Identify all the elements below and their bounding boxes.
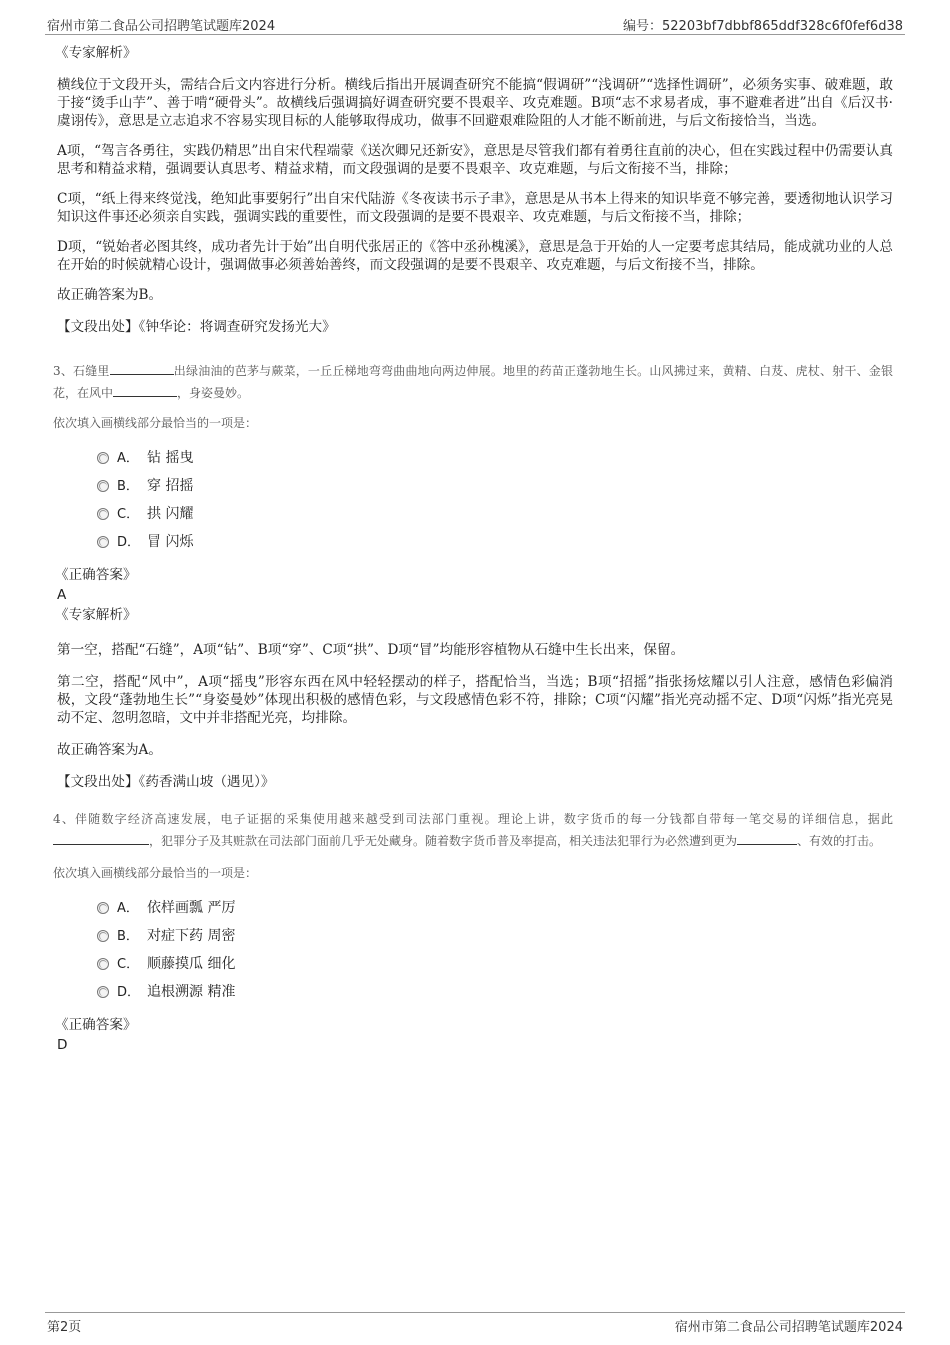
analysis-conclusion: 故正确答案为B。 [57,287,163,303]
footer-title: 宿州市第二食品公司招聘笔试题库2024 [674,1320,903,1335]
header-title: 宿州市第二食品公司招聘笔试题库2024 [47,19,276,34]
question-3-instruction: 依次填入画横线部分最恰当的一项是： [53,416,258,430]
blank [113,382,177,397]
radio-icon[interactable] [97,958,109,970]
source-citation: 【文段出处】《药香满山坡（遇见）》 [57,774,275,790]
radio-icon[interactable] [97,452,109,464]
question-4-options [97,897,893,1009]
blank [53,830,149,845]
analysis-paragraph: 横线位于文段开头，需结合后文内容进行分析。横线后指出开展调查研究不能搞“假调研”“浅调研”“选择性调研”，必须务实事、破难题，敢于接“烫手山芋”、善于啃“硬骨头”。故横线后强调搞好调查研究要不畏艰辛、攻克难题。B项“志不求易者成，事不避难者进”出自《后汉书·虞诩传》，意思是立志追求不容易实现目标的人能够取得成功，做事不回避艰难险阻的人才能不断前进，与后文衔接恰当，当选。 [57,77,893,129]
option-a[interactable]: A． 依样画瓢 严厉 [97,897,893,925]
analysis-paragraph: A项，“驾言各勇往，实践仍精思”出自宋代程端蒙《送次卿兄还新安》，意思是尽管我们都有着勇往直前的决心，但在实践过程中仍需要认真思考和精益求精，强调要认真思考、精益求精，而文段强调的是要不畏艰辛、攻克难题，与后文衔接不当，排除； [57,143,893,177]
blank [110,360,174,375]
analysis-paragraph: 第二空，搭配“风中”，A项“摇曳”形容东西在风中轻轻摆动的样子，搭配恰当，当选；B项“招摇”指张扬炫耀以引人注意，感情色彩偏消极，文段“蓬勃地生长”“身姿曼妙”体现出积极的感情色彩，与文段感情色彩不符，排除；C项“闪耀”指光亮动摇不定、D项“闪烁”指光亮晃动不定、忽明忽暗，文中并非搭配光亮，均排除。 [57,674,893,726]
source-citation: 【文段出处】《钟华论：将调查研究发扬光大》 [57,319,336,335]
radio-icon[interactable] [97,480,109,492]
question-4-instruction: 依次填入画横线部分最恰当的一项是： [53,866,258,880]
correct-answer: A [57,587,67,603]
radio-icon[interactable] [97,902,109,914]
header-code: 编号：52203bf7dbbf865ddf328c6f0fef6d38 [623,19,903,34]
radio-icon[interactable] [97,508,109,520]
analysis-paragraph: C项，“纸上得来终觉浅，绝知此事要躬行”出自宋代陆游《冬夜读书示子聿》，意思是从书本上得来的知识毕竟不够完善，要透彻地认识学习知识这件事还必须亲自实践，强调实践的重要性，而文段强调的是要不畏艰辛、攻克难题，与后文衔接不当，排除； [57,191,893,225]
radio-icon[interactable] [97,536,109,548]
option-d[interactable]: D． 追根溯源 精准 [97,981,893,1009]
expert-analysis-label: 《专家解析》 [55,607,137,623]
option-b[interactable]: B． 穿 招摇 [97,475,893,503]
correct-answer-label: 《正确答案》 [55,567,137,583]
option-d[interactable]: D． 冒 闪烁 [97,531,893,559]
analysis-paragraph: 第一空，搭配“石缝”，A项“钻”、B项“穿”、C项“拱”、D项“冒”均能形容植物从石缝中生长出来，保留。 [57,642,685,658]
option-a[interactable]: A． 钻 摇曳 [97,447,893,475]
page-header [45,14,905,35]
correct-answer: D [57,1037,68,1053]
question-3-options [97,447,893,559]
page-content [53,44,893,1055]
option-c[interactable]: C． 拱 闪耀 [97,503,893,531]
question-3-text: 3、石缝里 出绿油油的芭茅与蕨菜，一丘丘梯地弯弯曲曲地向两边伸展。地里的药苗正蓬勃地生长。山风拂过来，黄精、白芨、虎杖、射干、金银花，在风中 ，身姿曼妙。 [53,360,893,404]
analysis-conclusion: 故正确答案为A。 [57,742,162,758]
blank [737,830,797,845]
radio-icon[interactable] [97,986,109,998]
option-c[interactable]: C． 顺藤摸瓜 细化 [97,953,893,981]
analysis-paragraph: D项，“锐始者必图其终，成功者先计于始”出自明代张居正的《答中丞孙槐溪》，意思是急于开始的人一定要考虑其结局，能成就功业的人总在开始的时候就精心设计，强调做事必须善始善终，而文段强调的是要不畏艰辛、攻克难题，与后文衔接不当，排除。 [57,239,893,273]
page-footer [45,1312,905,1337]
expert-analysis-label: 《专家解析》 [55,45,137,61]
question-4-text: 4、伴随数字经济高速发展，电子证据的采集使用越来越受到司法部门重视。理论上讲，数字货币的每一分钱都自带每一笔交易的详细信息，据此，犯罪分子及其赃款在司法部门面前几乎无处藏身。随着数字货币普及率提高，相关违法犯罪行为必然遭到更为 、有效的打击。 [53,812,893,848]
option-b[interactable]: B． 对症下药 周密 [97,925,893,953]
radio-icon[interactable] [97,930,109,942]
page-number: 第2页 [47,1320,82,1335]
correct-answer-label: 《正确答案》 [55,1017,137,1033]
